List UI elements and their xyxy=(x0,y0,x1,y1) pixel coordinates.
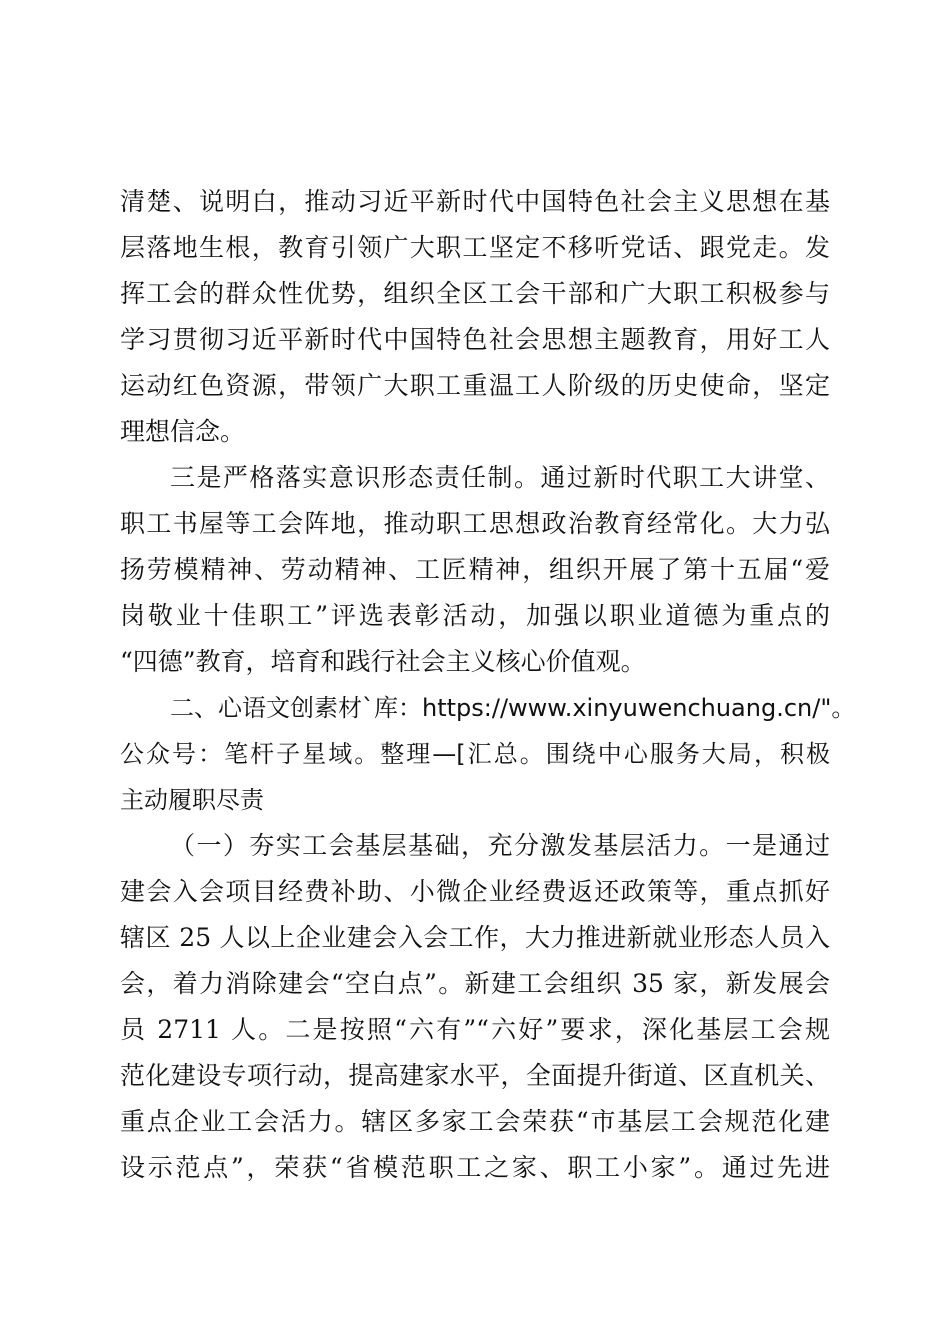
paragraph-line: 范化建设专项行动，提高建家水平，全面提升街道、区直机关、 xyxy=(120,1061,830,1090)
paragraph-line: 学习贯彻习近平新时代中国特色社会思想主题教育，用好工人 xyxy=(120,325,830,354)
section-heading-line: 公众号：笔杆子星域。整理—[汇总。围绕中心服务大局，积极 xyxy=(120,740,830,768)
paragraph-line: 层落地生根，教育引领广大职工坚定不移听党话、跟党走。发 xyxy=(120,233,830,262)
section-heading-line: 主动履职尽责 xyxy=(120,786,264,814)
paragraph-line: 员 2711 人。二是按照“六有”“六好”要求，深化基层工会规 xyxy=(120,1015,830,1044)
paragraph-line: 扬劳模精神、劳动精神、工匠精神，组织开展了第十五届“爱 xyxy=(120,555,830,584)
paragraph-line: （一）夯实工会基层基础，充分激发基层活力。一是通过 xyxy=(170,831,830,860)
paragraph-line: 三是严格落实意识形态责任制。通过新时代职工大讲堂、 xyxy=(170,463,830,492)
paragraph-line: 理想信念。 xyxy=(120,417,246,446)
paragraph-line: 岗敬业十佳职工”评选表彰活动，加强以职业道德为重点的 xyxy=(120,601,830,630)
paragraph-line: “四德”教育，培育和践行社会主义核心价值观。 xyxy=(120,647,646,676)
paragraph-line: 职工书屋等工会阵地，推动职工思想政治教育经常化。大力弘 xyxy=(120,509,830,538)
paragraph-line: 清楚、说明白，推动习近平新时代中国特色社会主义思想在基 xyxy=(120,187,830,216)
paragraph-line: 重点企业工会活力。辖区多家工会荣获“市基层工会规范化建 xyxy=(120,1107,830,1136)
paragraph-line: 挥工会的群众性优势，组织全区工会干部和广大职工积极参与 xyxy=(120,279,830,308)
paragraph-line: 建会入会项目经费补助、小微企业经费返还政策等，重点抓好 xyxy=(120,877,830,906)
section-heading-line: 二、心语文创素材`库：https://www.xinyuwenchuang.cn/"。 xyxy=(170,694,856,722)
paragraph-line: 会，着力消除建会“空白点”。新建工会组织 35 家，新发展会 xyxy=(120,969,830,998)
paragraph-line: 运动红色资源，带领广大职工重温工人阶级的历史使命，坚定 xyxy=(120,371,830,400)
paragraph-line: 设示范点”，荣获“省模范职工之家、职工小家”。通过先进 xyxy=(120,1153,830,1182)
paragraph-line: 辖区 25 人以上企业建会入会工作，大力推进新就业形态人员入 xyxy=(120,923,830,952)
